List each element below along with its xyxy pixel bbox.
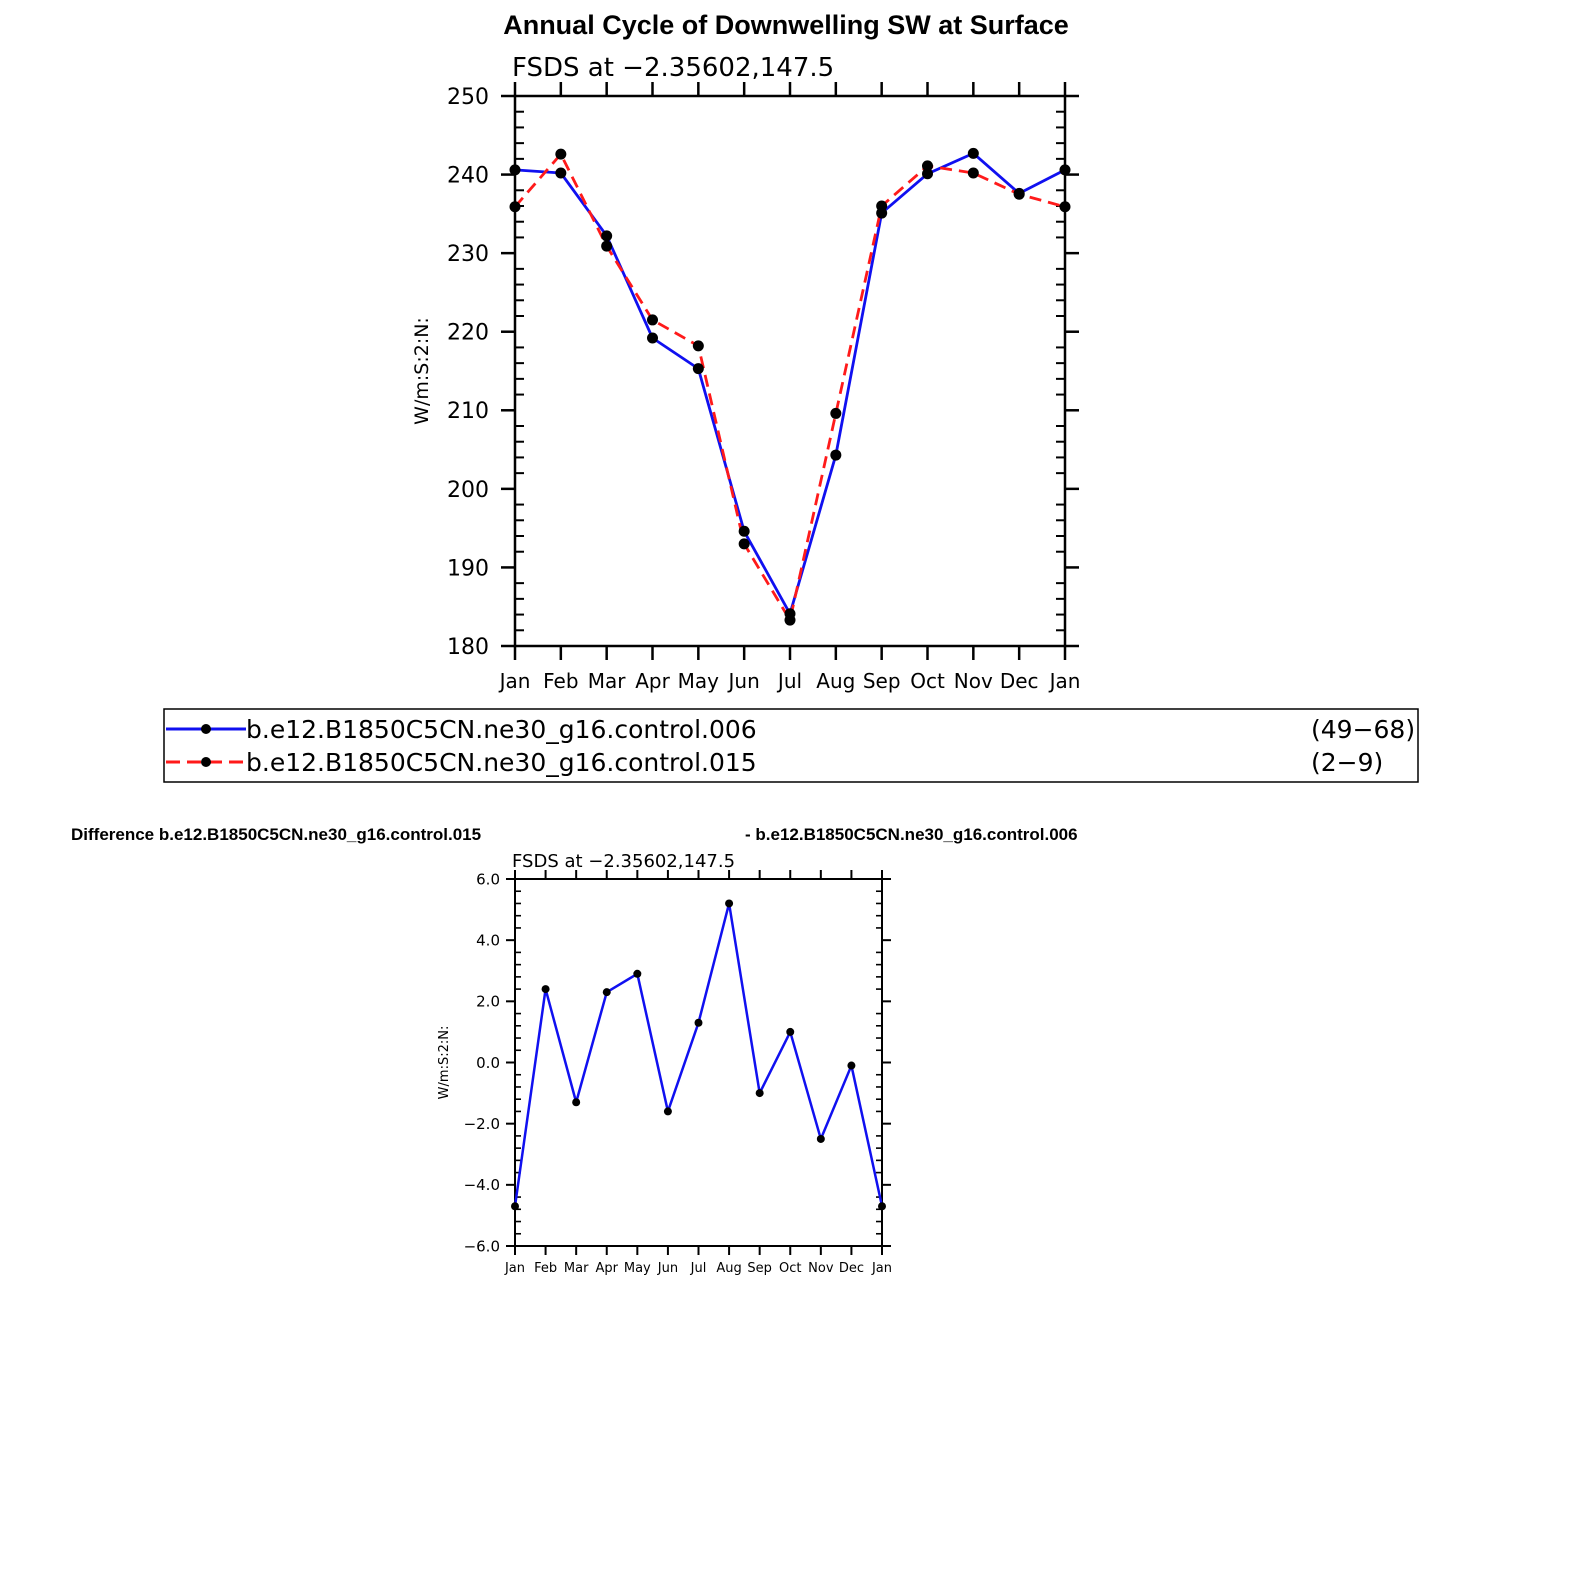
series-2-point xyxy=(830,408,841,419)
series-1-point xyxy=(878,1202,886,1210)
x-tick-label: Oct xyxy=(910,669,945,693)
x-tick-label: Jul xyxy=(690,1261,707,1276)
x-tick-label: May xyxy=(623,1261,651,1276)
series-2-point xyxy=(601,241,612,252)
series-1-point xyxy=(510,164,521,175)
x-tick-label: Dec xyxy=(999,669,1039,693)
legend-marker xyxy=(201,724,211,734)
main-title: Annual Cycle of Downwelling SW at Surface xyxy=(503,10,1069,40)
difference-title-right: - b.e12.B1850C5CN.ne30_g16.control.006 xyxy=(745,825,1078,844)
legend-label: b.e12.B1850C5CN.ne30_g16.control.015 xyxy=(246,748,757,777)
series-2-point xyxy=(1014,189,1025,200)
series-1-point xyxy=(633,970,641,978)
legend-entry-2 xyxy=(166,748,1383,777)
series-2-point xyxy=(739,538,750,549)
x-tick-label: Apr xyxy=(635,669,670,693)
series-1-point xyxy=(572,1098,580,1106)
series-1-point xyxy=(603,988,611,996)
series-2-point xyxy=(1060,201,1071,212)
annual-cycle-chart xyxy=(411,53,1080,693)
series-1-point xyxy=(756,1089,764,1097)
x-tick-label: Jan xyxy=(1049,669,1081,693)
series-1-point xyxy=(664,1107,672,1115)
difference-title-left: Difference b.e12.B1850C5CN.ne30_g16.control.015 xyxy=(71,825,482,844)
series-1-point xyxy=(647,333,658,344)
y-tick-label: 4.0 xyxy=(476,931,500,950)
series-1-point xyxy=(695,1019,703,1027)
chart-subtitle: FSDS at −2.35602,147.5 xyxy=(512,851,736,872)
x-tick-label: Sep xyxy=(862,669,901,693)
x-tick-label: Jun xyxy=(728,669,760,693)
series-1-point xyxy=(511,1202,519,1210)
series-1-point xyxy=(739,526,750,537)
x-tick-label: Jan xyxy=(504,1261,526,1276)
series-2-point xyxy=(968,168,979,179)
chart-subtitle: FSDS at −2.35602,147.5 xyxy=(512,53,835,83)
y-axis-label: W/m:S:2:N: xyxy=(411,317,433,425)
x-tick-label: Dec xyxy=(838,1261,864,1276)
legend xyxy=(164,709,1418,782)
legend-label: b.e12.B1850C5CN.ne30_g16.control.006 xyxy=(246,715,757,744)
y-tick-label: 250 xyxy=(447,84,489,110)
series-2-point xyxy=(647,314,658,325)
series-1-point xyxy=(693,363,704,374)
x-tick-label: May xyxy=(677,669,720,693)
x-tick-label: Jan xyxy=(871,1261,893,1276)
y-tick-label: −2.0 xyxy=(463,1115,500,1134)
x-tick-label: Jun xyxy=(657,1261,679,1276)
y-tick-label: 2.0 xyxy=(476,992,500,1011)
x-tick-label: Jul xyxy=(777,669,803,693)
series-1-point xyxy=(830,450,841,461)
y-tick-label: 180 xyxy=(447,634,489,660)
y-tick-label: 240 xyxy=(447,163,489,189)
y-tick-label: 6.0 xyxy=(476,870,500,889)
series-1-point xyxy=(725,899,733,907)
x-tick-label: Aug xyxy=(716,1261,742,1276)
y-tick-label: 210 xyxy=(447,399,489,425)
series-1-point xyxy=(847,1062,855,1070)
y-tick-label: 230 xyxy=(447,242,489,268)
x-tick-label: Mar xyxy=(563,1261,589,1276)
y-tick-label: 0.0 xyxy=(476,1053,500,1072)
x-tick-label: Jan xyxy=(499,669,531,693)
x-tick-label: Oct xyxy=(779,1261,802,1276)
series-1-point xyxy=(542,985,550,993)
series-1-point xyxy=(786,1028,794,1036)
series-2-point xyxy=(555,149,566,160)
y-tick-label: −4.0 xyxy=(463,1176,500,1195)
legend-years: (2−9) xyxy=(1311,748,1384,777)
x-tick-label: Sep xyxy=(747,1261,772,1276)
series-1-point xyxy=(817,1135,825,1143)
series-line-1 xyxy=(515,153,1065,613)
plot-frame xyxy=(515,879,882,1246)
x-tick-label: Nov xyxy=(808,1261,834,1276)
x-tick-label: Feb xyxy=(543,669,579,693)
series-2-point xyxy=(785,615,796,626)
y-axis-label: W/m:S:2:N: xyxy=(437,1025,452,1100)
y-tick-label: 190 xyxy=(447,556,489,582)
y-tick-label: 200 xyxy=(447,477,489,503)
series-1-point xyxy=(555,168,566,179)
x-tick-label: Nov xyxy=(953,669,993,693)
difference-chart xyxy=(437,851,892,1276)
legend-marker xyxy=(201,757,211,767)
series-2-point xyxy=(876,201,887,212)
legend-entry-1 xyxy=(166,715,1415,744)
x-tick-label: Mar xyxy=(587,669,626,693)
x-tick-label: Aug xyxy=(816,669,856,693)
series-2-point xyxy=(922,160,933,171)
y-tick-label: −6.0 xyxy=(463,1237,500,1256)
x-tick-label: Feb xyxy=(534,1261,558,1276)
series-line-1 xyxy=(515,903,882,1206)
y-tick-label: 220 xyxy=(447,320,489,346)
x-tick-label: Apr xyxy=(595,1261,618,1276)
series-1-point xyxy=(601,230,612,241)
series-2-point xyxy=(510,201,521,212)
series-1-point xyxy=(1060,164,1071,175)
series-2-point xyxy=(693,340,704,351)
legend-years: (49−68) xyxy=(1311,715,1416,744)
series-1-point xyxy=(968,148,979,159)
